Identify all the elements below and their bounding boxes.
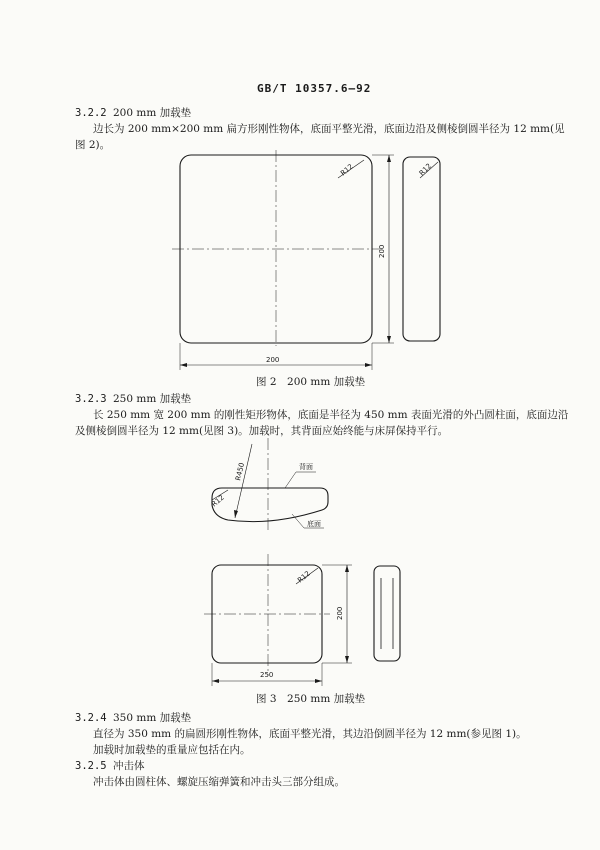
section-3-2-2-text-line2: 图 2)。: [75, 139, 111, 151]
fig3-r12-side-label: R12: [210, 493, 226, 509]
fig3-side-view: [374, 566, 400, 661]
fig3-back-label: 背面: [299, 463, 313, 471]
section-3-2-2-text-line1: 边长为 200 mm×200 mm 扁方形刚性物体，底面平整光滑，底面边沿及侧棱倒圆半径为 12 mm(见: [93, 123, 565, 135]
section-3-2-2-title: 200 mm 加载垫: [113, 107, 192, 119]
fig3-dim-width: 250: [260, 671, 274, 679]
section-3-2-5-number: 3.2.5: [75, 760, 107, 772]
section-3-2-5-text-line1: 冲击体由圆柱体、螺旋压缩弹簧和冲击头三部分组成。: [93, 776, 345, 788]
section-3-2-4-text-line2: 加载时加载垫的重量应包括在内。: [93, 744, 251, 756]
section-3-2-3-text-line2: 及侧棱倒圆半径为 12 mm(见图 3)。加载时，其背面应始终能与床屏保持平行。: [75, 425, 449, 437]
section-3-2-4-title: 350 mm 加载垫: [113, 712, 192, 724]
section-3-2-4-text-line1: 直径为 350 mm 的扁圆形刚性物体，底面平整光滑，其边沿倒圆半径为 12 mm(参见图 1)。: [93, 728, 527, 740]
fig2-dim-height: 200: [378, 244, 386, 258]
fig2-r12-label-side: R12: [417, 162, 434, 178]
section-3-2-4-number: 3.2.4: [75, 712, 107, 724]
section-3-2-5-title: 冲击体: [113, 760, 145, 772]
section-3-2-3-number: 3.2.3: [75, 393, 107, 405]
fig2-r12-label-front: R12: [339, 162, 355, 178]
fig2-dim-width: 200: [266, 356, 280, 364]
fig3-r450-label: R450: [234, 461, 247, 482]
section-3-2-3-text-line1: 长 250 mm 宽 200 mm 的刚性矩形物体，底面是半径为 450 mm 表面光滑的外凸圆柱面，底面边沿: [93, 409, 569, 421]
fig3-dim-height: 200: [336, 606, 344, 620]
figure-3-caption: 图 3 250 mm 加载垫: [256, 693, 366, 705]
fig3-profile-view: [212, 488, 328, 522]
fig3-bottom-label: 底面: [307, 520, 321, 528]
section-3-2-3-title: 250 mm 加载垫: [113, 393, 192, 405]
figure-2-caption: 图 2 200 mm 加载垫: [256, 376, 366, 388]
page-header: GB/T 10357.6—92: [257, 82, 372, 95]
section-3-2-2-number: 3.2.2: [75, 107, 107, 119]
fig3-r12-top-label: R12: [296, 569, 312, 585]
